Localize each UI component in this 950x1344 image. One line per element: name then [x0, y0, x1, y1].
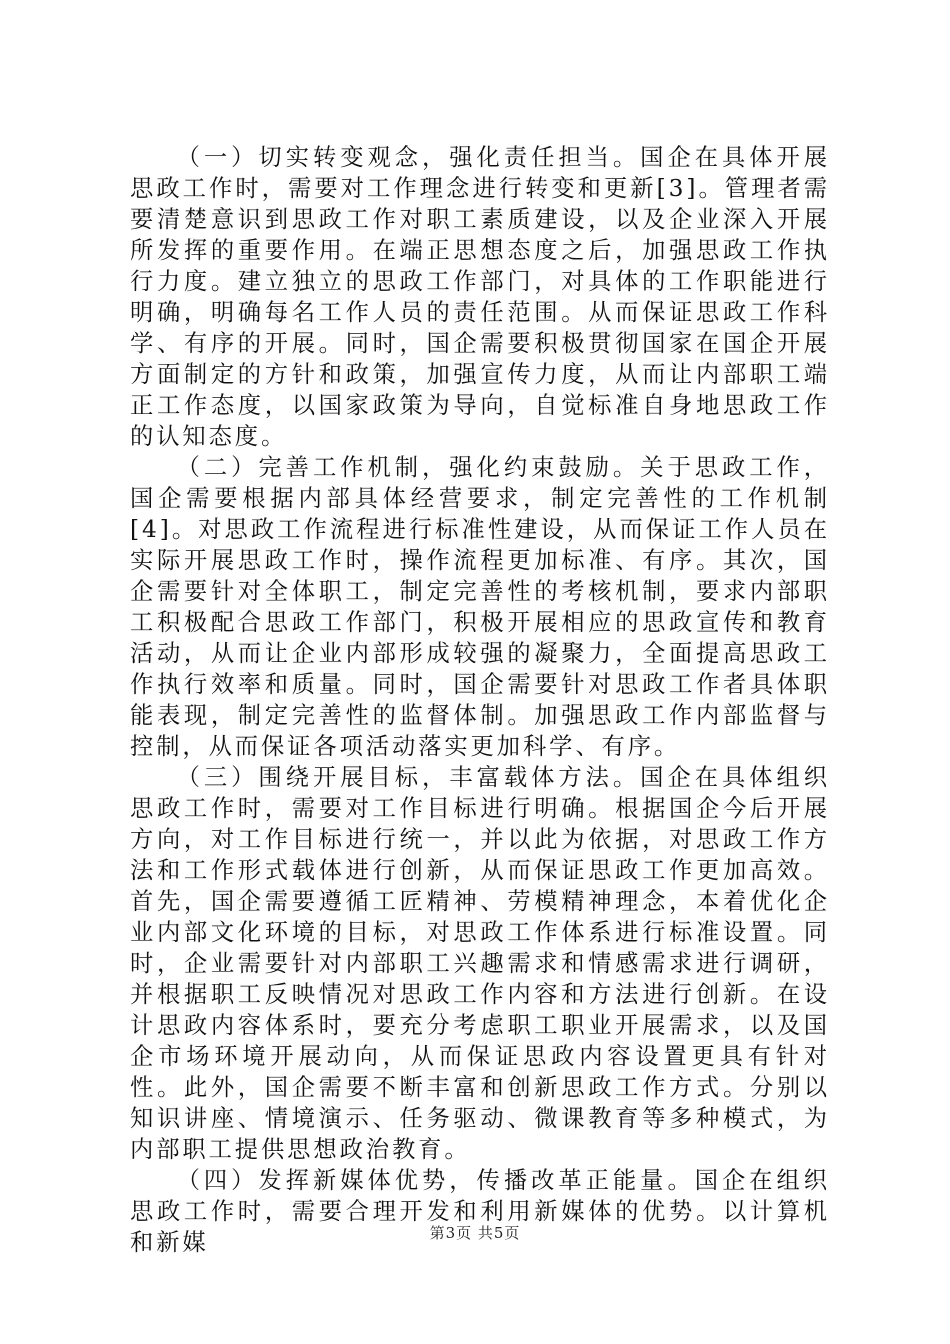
paragraph-4: （四）发挥新媒体优势，传播改革正能量。国企在组织思政工作时，需要合理开发和利用新媒体的优势。以计算机和新媒	[130, 1167, 830, 1256]
paragraph-3: （三）围绕开展目标，丰富载体方法。国企在具体组织思政工作时，需要对工作目标进行明确。根据国企今后开展方向，对工作目标进行统一，并以此为依据，对思政工作方法和工作形式载体进行创新，从而保证思政工作更加高效。首先，国企需要遵循工匠精神、劳模精神理念，本着优化企业内部文化环境的目标，对思政工作体系进行标准设置。同时，企业需要针对内部职工兴趣需求和情感需求进行调研，并根据职工反映情况对思政工作内容和方法进行创新。在设计思政内容体系时，要充分考虑职工职业开展需求，以及国企市场环境开展动向，从而保证思政内容设置更具有针对性。此外，国企需要不断丰富和创新思政工作方式。分别以知识讲座、情境演示、任务驱动、微课教育等多种模式，为内部职工提供思想政治教育。	[130, 764, 830, 1163]
body-text	[130, 142, 830, 1258]
paragraph-2: （二）完善工作机制，强化约束鼓励。关于思政工作，国企需要根据内部具体经营要求，制定完善性的工作机制[4]。对思政工作流程进行标准性建设，从而保证工作人员在实际开展思政工作时，操作流程更加标准、有序。其次，国企需要针对全体职工，制定完善性的考核机制，要求内部职工积极配合思政工作部门，积极开展相应的思政宣传和教育活动，从而让企业内部形成较强的凝聚力，全面提高思政工作执行效率和质量。同时，国企需要针对思政工作者具体职能表现，制定完善性的监督体制。加强思政工作内部监督与控制，从而保证各项活动落实更加科学、有序。	[130, 454, 830, 760]
page-number-footer: 第3页 共5页	[429, 1224, 521, 1242]
paragraph-1: （一）切实转变观念，强化责任担当。国企在具体开展思政工作时，需要对工作理念进行转变和更新[3]。管理者需要清楚意识到思政工作对职工素质建设，以及企业深入开展所发挥的重要作用。在端正思想态度之后，加强思政工作执行力度。建立独立的思政工作部门，对具体的工作职能进行明确，明确每名工作人员的责任范围。从而保证思政工作科学、有序的开展。同时，国企需要积极贯彻国家在国企开展方面制定的方针和政策，加强宣传力度，从而让内部职工端正工作态度，以国家政策为导向，自觉标准自身地思政工作的认知态度。	[130, 144, 830, 450]
